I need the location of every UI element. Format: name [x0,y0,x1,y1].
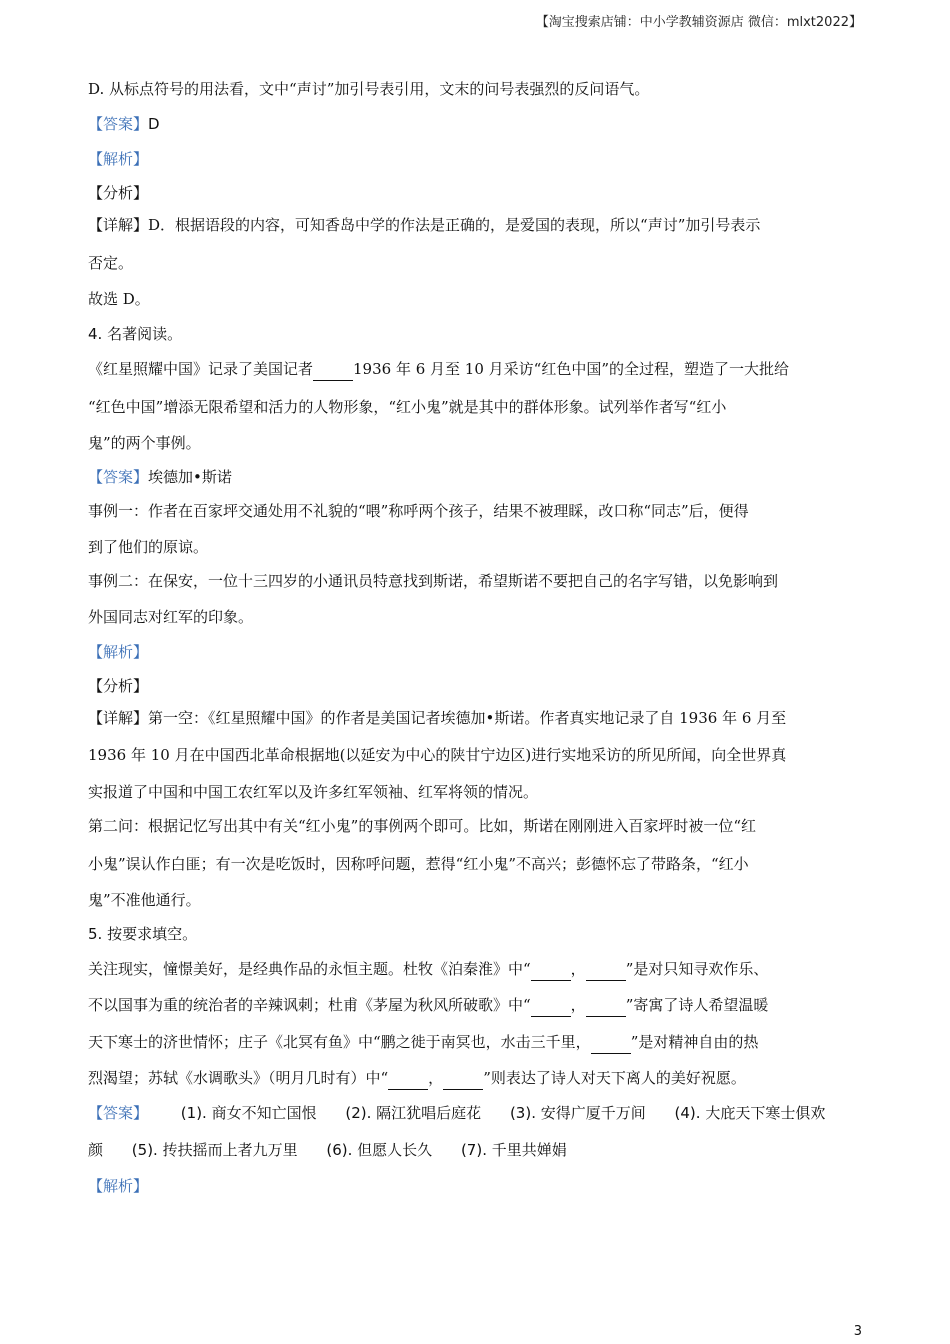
q4-prompt-line-3: 鬼”的两个事例。 [88,434,201,452]
detail-tag: 【详解】 [88,709,149,727]
prompt-text: ， [428,1069,444,1087]
answer-value: D [148,115,160,133]
prompt-text: 不以国事为重的统治者的辛辣讽刺；杜甫《茅屋为秋风所破歌》中“ [88,996,531,1014]
prompt-text: ”则表达了诗人对天下离人的美好祝愿。 [483,1069,746,1087]
fill-blank [591,1031,631,1054]
prompt-text: ”寄寓了诗人希望温暖 [625,996,769,1014]
detail-tag: 【详解】 [88,216,149,234]
prompt-text: 1936 年 6 月至 10 月采访“红色中国”的全过程，塑造了一大批给 [353,360,789,378]
fill-blank [531,958,571,981]
q4-detail-line-5: 小鬼”误认作白匪；有一次是吃饭时，因称呼问题，惹得“红小鬼”不高兴；彭德怀忘了带路条，“红小 [88,855,749,873]
q4-example-1-line-1: 事例一：作者在百家坪交通处用不礼貌的“喂”称呼两个孩子，结果不被理睬，改口称“同志”后，便得 [88,502,749,520]
prompt-text: ， [570,960,586,978]
fill-blank [313,358,353,381]
q3-analysis-tag: 【解析】 [88,150,149,168]
answer-item: (7). 千里共婵娟 [460,1141,567,1159]
q4-title: 4. 名著阅读。 [88,325,183,343]
q4-fenxi: 【分析】 [88,677,149,695]
q5-line-1 [88,958,768,980]
q5-answer-line-2 [88,1139,567,1161]
fill-blank [531,994,571,1017]
fill-blank [388,1067,428,1090]
detail-text: 第一空：《红星照耀中国》的作者是美国记者埃德加•斯诺。作者真实地记录了自 1936 年 6 月至 [148,709,787,727]
prompt-text: 天下寒士的济世情怀；庄子《北冥有鱼》中“鹏之徙于南冥也，水击三千里， [88,1033,591,1051]
q5-line-4 [88,1067,746,1089]
prompt-text: ”是对只知寻欢作乐、 [625,960,769,978]
answer-item: (4). 大庇天下寒士俱欢 [674,1104,826,1122]
q3-answer [88,113,160,135]
prompt-text: ， [570,996,586,1014]
q5-analysis-tag: 【解析】 [88,1177,149,1195]
q4-prompt-line-2: “红色中国”增添无限希望和活力的人物形象，“红小鬼”就是其中的群体形象。试列举作者写“红小 [88,398,727,416]
answer-item: (1). 商女不知亡国恨 [180,1104,317,1122]
answer-tag: 【答案】 [88,1104,149,1122]
q4-answer [88,466,232,488]
page-number: 3 [853,1324,862,1339]
fill-blank [443,1067,483,1090]
q4-prompt-line-1 [88,358,789,380]
answer-item: (2). 隔江犹唱后庭花 [345,1104,482,1122]
q3-detail-line-2: 否定。 [88,254,134,272]
q3-option-d: D. 从标点符号的用法看，文中“声讨”加引号表引用，文末的问号表强烈的反问语气。 [88,80,650,98]
prompt-text: 《红星照耀中国》记录了美国记者 [88,360,314,378]
prompt-text: 关注现实，憧憬美好，是经典作品的永恒主题。杜牧《泊秦淮》中“ [88,960,531,978]
q4-detail-line-3: 实报道了中国和中国工农红军以及许多红军领袖、红军将领的情况。 [88,783,539,801]
answer-item: (6). 但愿人长久 [326,1141,433,1159]
q4-example-1-line-2: 到了他们的原谅。 [88,538,209,556]
prompt-text: ”是对精神自由的热 [630,1033,759,1051]
q5-title: 5. 按要求填空。 [88,925,198,943]
answer-tag: 【答案】 [88,468,149,486]
answer-item: (3). 安得广厦千万间 [509,1104,646,1122]
page-header: 【淘宝搜索店铺：中小学教辅资源店 微信：mlxt2022】 [535,15,862,30]
q4-detail-line-2: 1936 年 10 月在中国西北革命根据地(以延安为中心的陕甘宁边区)进行实地采访的所见所闻，向全世界真 [88,746,787,764]
q4-detail-line-6: 鬼”不准他通行。 [88,891,201,909]
prompt-text: 烈渴望；苏轼《水调歌头》（明月几时有）中“ [88,1069,389,1087]
q4-example-2-line-2: 外国同志对红军的印象。 [88,608,254,626]
fill-blank [586,958,626,981]
q3-fenxi: 【分析】 [88,184,149,202]
q4-example-2-line-1: 事例二：在保安，一位十三四岁的小通讯员特意找到斯诺，希望斯诺不要把自己的名字写错，以免影响到 [88,572,779,590]
answer-item: (5). 抟扶摇而上者九万里 [131,1141,298,1159]
fill-blank [586,994,626,1017]
answer-item-continued: 颜 [88,1141,104,1159]
q5-answer-line-1 [88,1102,825,1124]
detail-text: D．根据语段的内容，可知香岛中学的作法是正确的，是爱国的表现，所以“声讨”加引号表示 [148,216,761,234]
q5-line-3 [88,1031,758,1053]
q3-detail-line-1 [88,214,760,236]
q4-detail-line-4: 第二问：根据记忆写出其中有关“红小鬼”的事例两个即可。比如，斯诺在刚刚进入百家坪时被一位“红 [88,817,757,835]
q3-conclusion: 故选 D。 [88,290,150,308]
q5-line-2 [88,994,768,1016]
q4-detail-line-1 [88,707,786,729]
q4-analysis-tag: 【解析】 [88,643,149,661]
answer-value: 埃德加•斯诺 [148,468,232,486]
answer-tag: 【答案】 [88,115,149,133]
